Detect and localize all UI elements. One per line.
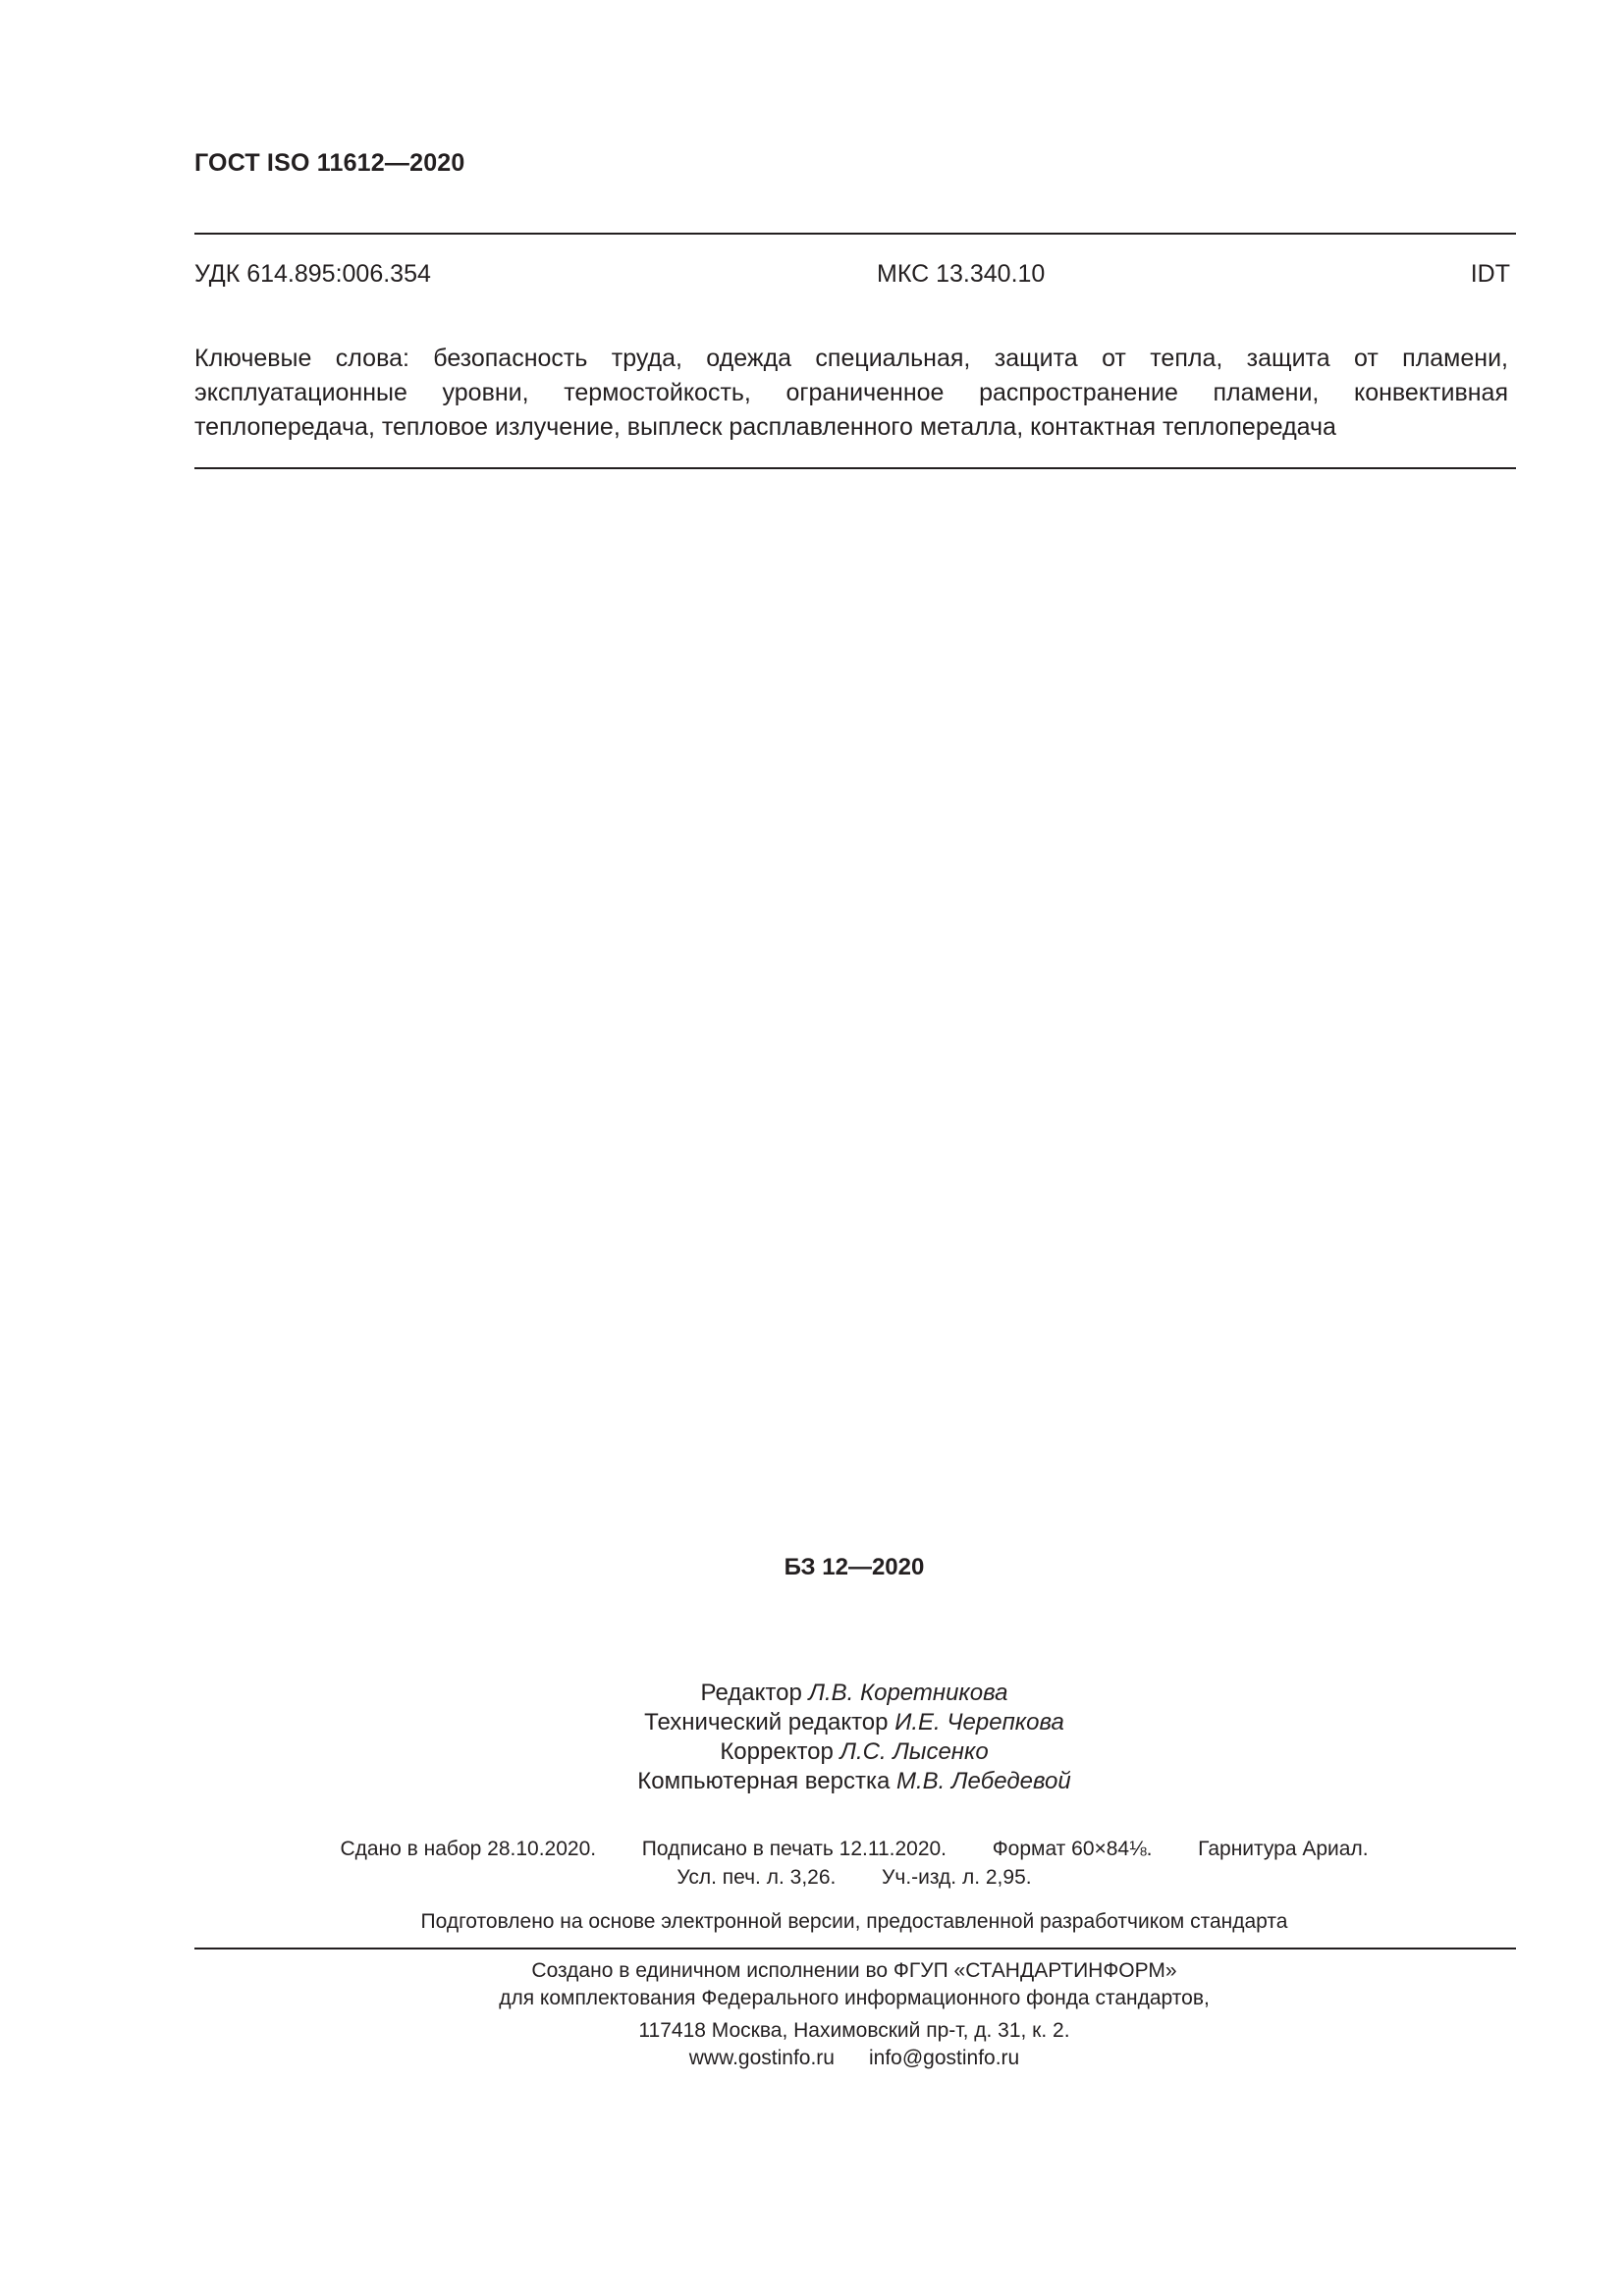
staff-editor (0, 1679, 1624, 1708)
staff-role: Технический редактор (644, 1709, 889, 1735)
staff-person: И.Е. Черепкова (894, 1709, 1064, 1735)
typeface: Гарнитура Ариал. (1198, 1838, 1369, 1860)
publisher-address: 117418 Москва, Нахимовский пр-т, д. 31, к. 2. (638, 2019, 1070, 2042)
staff-layout (0, 1767, 1624, 1796)
publisher-divider (194, 1948, 1516, 1949)
paper-format: Формат 60×84⅛. (992, 1838, 1153, 1860)
keywords-divider (194, 467, 1516, 469)
print-info-line-2 (0, 1866, 1624, 1890)
publisher-sheets: Уч.-изд. л. 2,95. (882, 1866, 1032, 1889)
idt-label: IDT (1470, 260, 1510, 288)
publisher-line-1: Создано в единичном исполнении во ФГУП «СТАНДАРТИНФОРМ» (531, 1959, 1177, 1982)
print-sheets: Усл. печ. л. 3,26. (677, 1866, 837, 1889)
staff-role: Корректор (720, 1738, 834, 1765)
staff-person: М.В. Лебедевой (896, 1768, 1071, 1794)
staff-person: Л.С. Лысенко (839, 1738, 989, 1765)
top-divider (194, 233, 1516, 235)
staff-credits (0, 1679, 1624, 1796)
submitted-date: Сдано в набор 28.10.2020. (340, 1838, 597, 1860)
publisher-line-2: для комплектования Федерального информационного фонда стандартов, (499, 1987, 1210, 2009)
publisher-block (0, 1957, 1624, 2012)
udk-code: УДК 614.895:006.354 (194, 260, 431, 288)
staff-person: Л.В. Коретникова (808, 1680, 1008, 1706)
website-link[interactable]: www.gostinfo.ru (688, 2047, 835, 2069)
document-code: ГОСТ ISO 11612—2020 (194, 149, 465, 177)
print-info-line-1 (0, 1838, 1624, 1861)
prepared-note: Подготовлено на основе электронной версии, предоставленной разработчиком стандарта (420, 1910, 1288, 1933)
staff-role: Редактор (700, 1680, 802, 1706)
email-link[interactable]: info@gostinfo.ru (869, 2047, 1020, 2069)
signed-date: Подписано в печать 12.11.2020. (641, 1838, 947, 1860)
bz-number: БЗ 12—2020 (784, 1554, 925, 1580)
staff-corrector (0, 1737, 1624, 1767)
staff-tech-editor (0, 1708, 1624, 1737)
staff-role: Компьютерная верстка (637, 1768, 891, 1794)
mks-code: МКС 13.340.10 (877, 260, 1046, 288)
publisher-contacts (0, 2017, 1624, 2072)
publisher-links (0, 2045, 1624, 2072)
keywords-paragraph: Ключевые слова: безопасность труда, одежда специальная, защита от тепла, защита от пламени, эксплуатационные уровни, термостойкость, ограниченное распространение пламени, конвективная теплопередача, тепловое излучение, выплеск расплавленного металла, контактная теплопередача (194, 345, 1508, 441)
